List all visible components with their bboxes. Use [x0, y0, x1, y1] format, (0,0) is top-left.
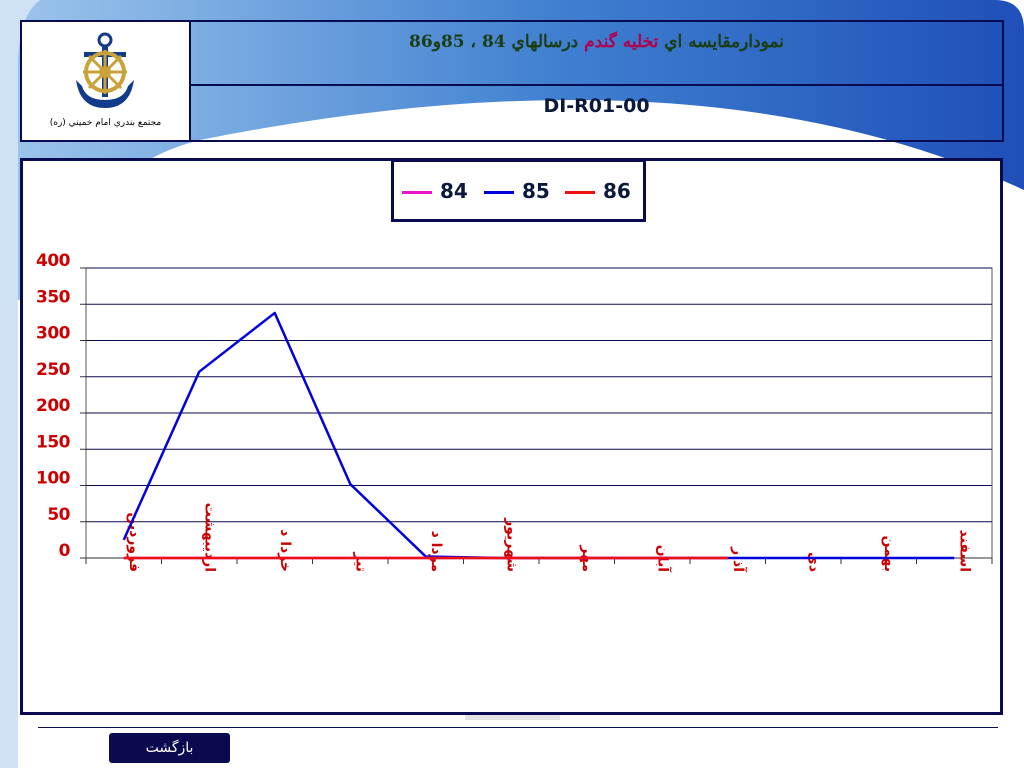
x-tick-label: آبان — [654, 544, 671, 572]
series-line-85 — [124, 313, 955, 558]
x-tick-label: اسفند — [956, 529, 973, 572]
title-part-2: تخليه گندم — [584, 32, 659, 52]
legend-label-84: 84 — [440, 179, 468, 203]
y-tick-label: 50 — [47, 504, 70, 525]
back-button[interactable]: بازگشت — [109, 733, 230, 763]
y-tick-label: 0 — [58, 541, 70, 561]
chart-legend — [391, 159, 646, 222]
y-tick-label: 400 — [36, 251, 70, 271]
y-tick-label: 350 — [36, 287, 70, 308]
x-tick-label: بهمن — [880, 535, 897, 572]
footer-divider — [38, 727, 998, 728]
y-tick-label: 300 — [36, 323, 70, 344]
x-tick-label: خردا د — [276, 529, 293, 572]
x-tick-label: ارديبهشت — [201, 502, 218, 572]
x-tick-label: شهريور — [503, 518, 520, 572]
organization-caption: مجتمع بندري امام خميني (ره) — [49, 118, 162, 128]
title-part-3: درسالهاي 84 ، 85و86 — [409, 32, 579, 52]
x-tick-label: فروردين — [125, 512, 142, 572]
legend-label-86: 86 — [603, 179, 631, 203]
legend-swatch-84 — [402, 191, 432, 194]
legend-label-85: 85 — [522, 179, 550, 203]
y-tick-label: 100 — [36, 468, 70, 489]
title-part-1: نمودارمقايسه اي — [664, 32, 784, 52]
legend-swatch-85 — [484, 191, 514, 194]
y-tick-label: 200 — [36, 396, 70, 416]
x-tick-label: مهر — [578, 545, 595, 572]
x-tick-label: تير — [352, 552, 369, 572]
x-tick-label: دي — [805, 551, 822, 572]
y-tick-label: 150 — [36, 432, 70, 453]
document-code: DI-R01-00 — [543, 95, 650, 117]
x-tick-label: مردا د — [427, 530, 444, 572]
legend-swatch-86 — [565, 191, 595, 194]
x-tick-label: آذ ر — [729, 547, 746, 572]
y-tick-label: 250 — [36, 359, 70, 380]
